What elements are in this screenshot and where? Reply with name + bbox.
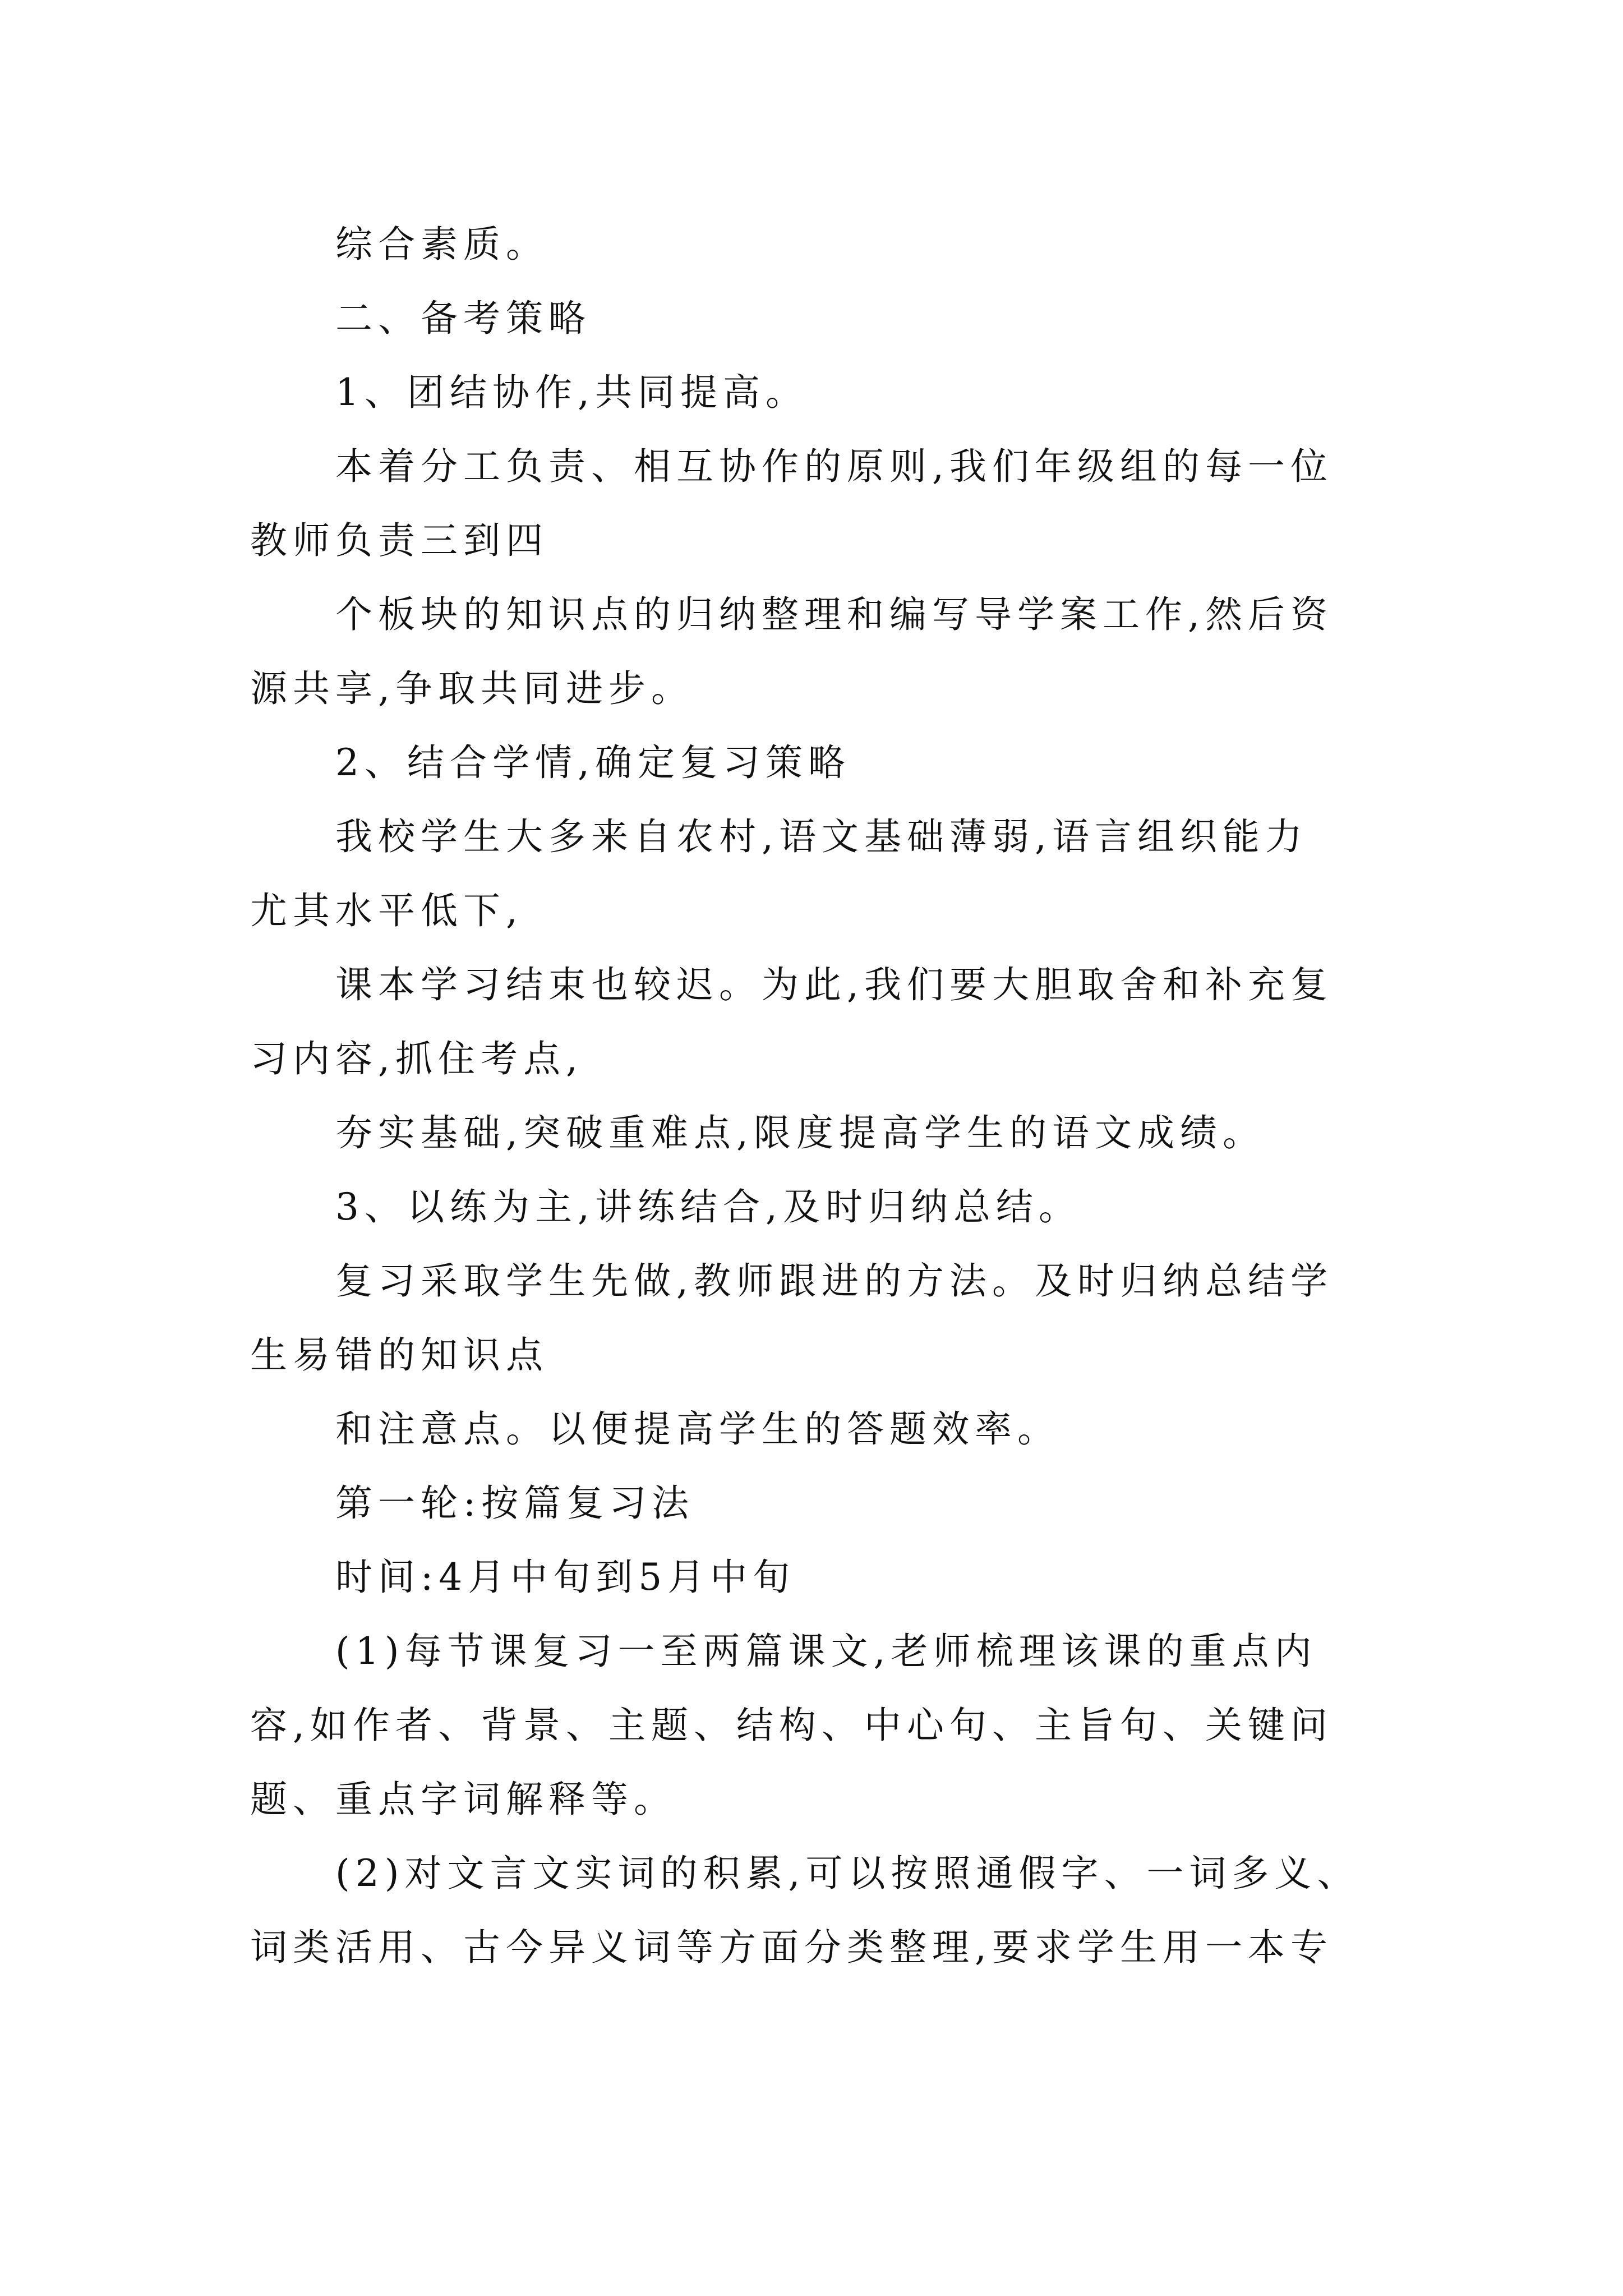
text-line: 夯实基础,突破重难点,限度提高学生的语文成绩。 (335, 1111, 1265, 1154)
text-line: 3、以练为主,讲练结合,及时归纳总结。 (335, 1185, 1081, 1228)
text-line: 习内容,抓住考点, (250, 1037, 583, 1080)
text-line: 个板块的知识点的归纳整理和编写导学案工作,然后资 (335, 593, 1333, 636)
text-line: 源共享,争取共同进步。 (250, 667, 694, 710)
text-line: 第一轮:按篇复习法 (335, 1481, 695, 1525)
subheading (250, 356, 1377, 430)
text-line: 本着分工负责、相互协作的原则,我们年级组的每一位 (335, 445, 1333, 488)
text-line: 综合素质。 (335, 223, 548, 266)
text-line: 课本学习结束也较迟。为此,我们要大胆取舍和补充复 (335, 963, 1333, 1006)
paragraph (250, 1540, 1377, 1614)
paragraph (250, 1837, 1377, 1985)
subheading (250, 1170, 1377, 1244)
text-line: 复习采取学生先做,教师跟进的方法。及时归纳总结学 (335, 1259, 1333, 1303)
paragraph (250, 208, 1377, 282)
paragraph (250, 1244, 1377, 1392)
paragraph (250, 578, 1377, 726)
text-line: (2)对文言文实词的积累,可以按照通假字、一词多义、 (335, 1852, 1360, 1895)
text-line: 词类活用、古今异义词等方面分类整理,要求学生用一本专 (250, 1926, 1333, 1969)
paragraph (250, 1096, 1377, 1170)
paragraph (250, 1614, 1377, 1837)
text-line: 和注意点。以便提高学生的答题效率。 (335, 1407, 1060, 1451)
text-line: (1)每节课复习一至两篇课文,老师梳理该课的重点内 (335, 1630, 1317, 1673)
subheading (250, 1466, 1377, 1540)
paragraph (250, 1392, 1377, 1466)
text-line: 尤其水平低下, (250, 889, 523, 932)
text-line: 1、团结协作,共同提高。 (335, 371, 808, 414)
subheading (250, 726, 1377, 800)
paragraph (250, 800, 1377, 948)
text-line: 容,如作者、背景、主题、结构、中心句、主旨句、关键问 (250, 1704, 1333, 1747)
document-body (250, 208, 1377, 1985)
text-line: 我校学生大多来自农村,语文基础薄弱,语言组织能力 (335, 815, 1308, 858)
text-line: 题、重点字词解释等。 (250, 1778, 676, 1821)
section-heading (250, 282, 1377, 356)
paragraph (250, 948, 1377, 1096)
text-line: 二、备考策略 (335, 297, 591, 340)
paragraph (250, 430, 1377, 578)
text-line: 2、结合学情,确定复习策略 (335, 741, 851, 784)
text-line: 教师负责三到四 (250, 519, 548, 562)
text-line: 生易错的知识点 (250, 1333, 548, 1377)
text-line: 时间:4月中旬到5月中旬 (335, 1556, 796, 1599)
